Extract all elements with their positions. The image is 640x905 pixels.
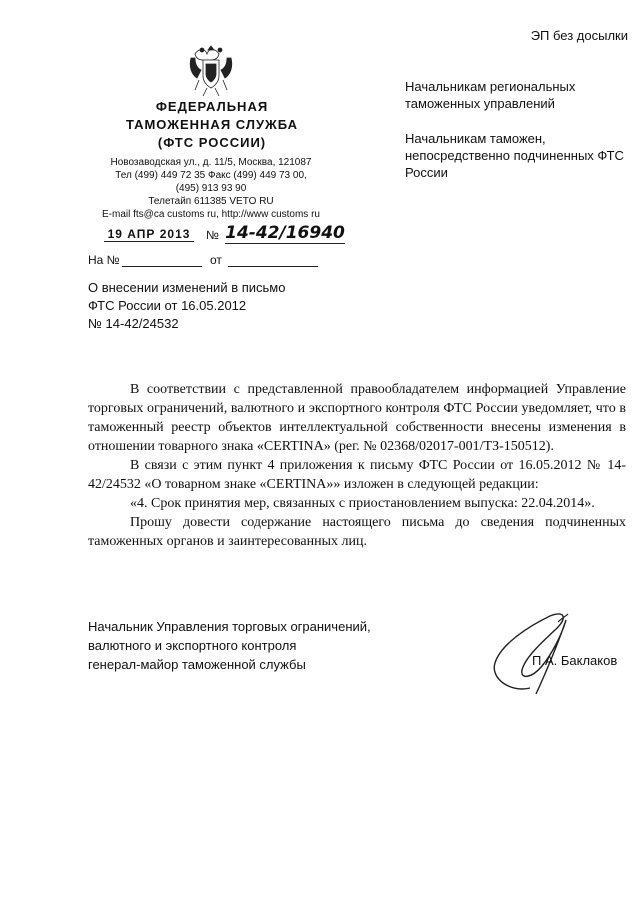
document-routing-note: ЭП без досылки (530, 28, 628, 43)
contact-phone-fax: Тел (499) 449 72 35 Факс (499) 449 73 00, (115, 170, 307, 181)
reply-label: На № (88, 253, 120, 267)
org-line: ТАМОЖЕННАЯ СЛУЖБА (125, 117, 299, 132)
signer-title-line: валютного и экспортного контроля (88, 638, 297, 653)
letter-subject (88, 279, 285, 333)
letter-body (88, 380, 626, 551)
org-line: (ФТС РОССИИ) (157, 135, 267, 150)
contact-details (96, 156, 326, 221)
recipient: Начальникам таможен, непосредственно подчиненных ФТС России (405, 131, 624, 180)
body-paragraph: В связи с этим пункт 4 приложения к письму ФТС России от 16.05.2012 № 14-42/24532 «О товарном знаке «CERTINA»» изложен в следующей редакции: (88, 458, 626, 492)
subject-line: № 14-42/24532 (88, 316, 179, 331)
org-line: ФЕДЕРАЛЬНАЯ (155, 99, 269, 114)
reply-date-blank (228, 266, 318, 267)
body-paragraph: Прошу довести содержание настоящего письма до сведения подчиненных таможенных органов и заинтересованных лиц. (88, 515, 626, 549)
contact-email-web: E-mail fts@ca customs ru, http://www customs ru (102, 209, 320, 220)
number-sign: № (206, 228, 219, 242)
reply-number-blank (122, 266, 202, 267)
double-headed-eagle-emblem-icon (185, 40, 237, 98)
signer-title-block (88, 617, 371, 674)
organization-name-block (112, 98, 312, 152)
signer-name: П.А. Баклаков (532, 653, 618, 668)
from-label: от (210, 253, 222, 267)
recipient: Начальникам региональных таможенных управлений (405, 79, 576, 111)
registration-line (88, 223, 348, 247)
contact-address: Новозаводская ул., д. 11/5, Москва, 121087 (110, 157, 312, 168)
registration-number: 14-42/16940 (225, 223, 345, 243)
subject-line: ФТС России от 16.05.2012 (88, 298, 247, 313)
reply-reference-line (88, 253, 328, 271)
registration-date-stamp: 19 АПР 2013 (104, 227, 194, 242)
contact-teletype: Телетайп 611385 VETO RU (148, 196, 274, 207)
signer-title-line: Начальник Управления торговых ограничений, (88, 619, 371, 634)
contact-phone-2: (495) 913 93 90 (175, 183, 247, 194)
body-paragraph: «4. Срок принятия мер, связанных с приостановлением выпуска: 22.04.2014». (130, 496, 595, 511)
signer-title-line: генерал-майор таможенной службы (88, 657, 306, 672)
body-paragraph: В соответствии с представленной правообладателем информацией Управление торговых ограничений, валютного и экспортного контроля ФТС России уведомляет, что в таможенный реестр объектов интеллектуальной собственности внесены изменения в отношении товарного знака «CERTINA» (рег. № 02368/02017-001/ТЗ-150512). (88, 382, 626, 454)
recipients-block (405, 78, 635, 199)
subject-line: О внесении изменений в письмо (88, 280, 286, 295)
